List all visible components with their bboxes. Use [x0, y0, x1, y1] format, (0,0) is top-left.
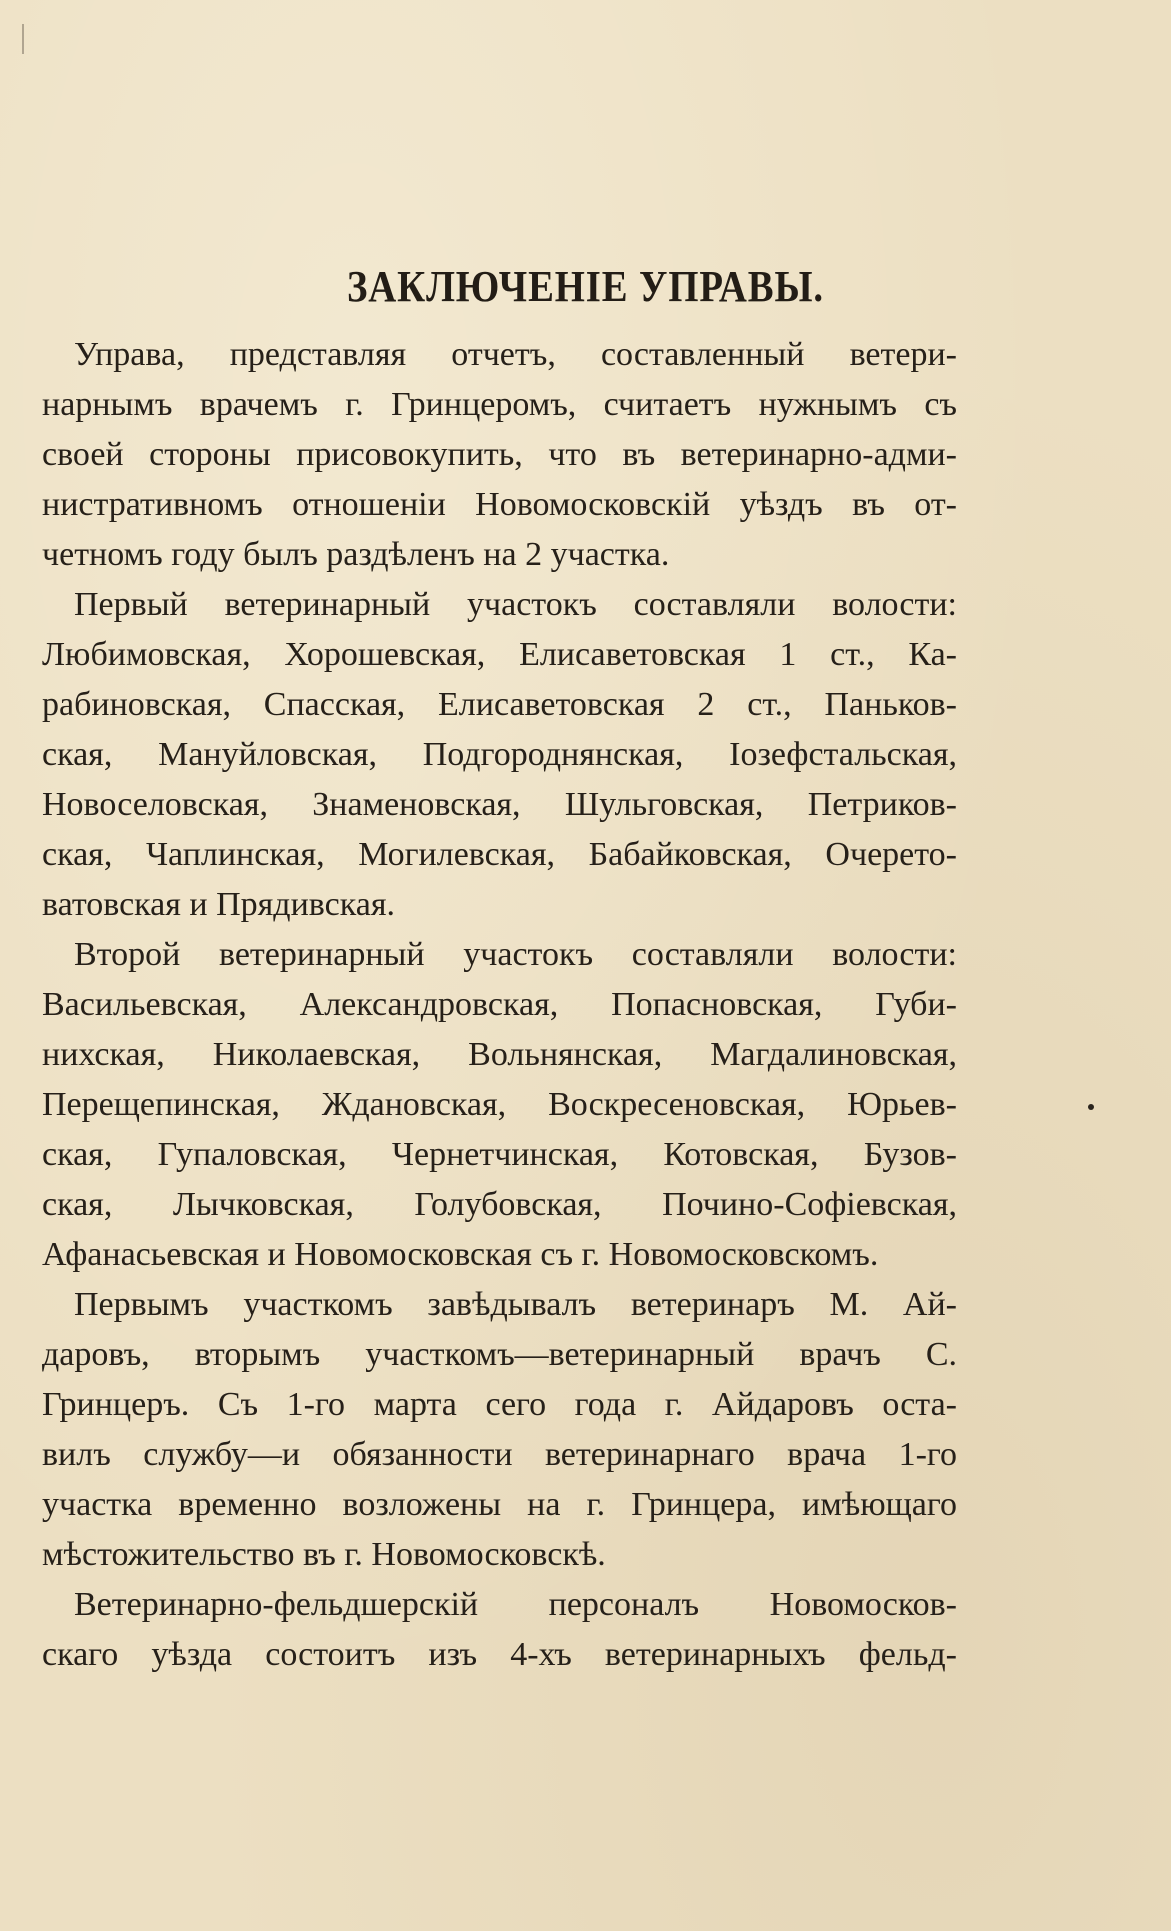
text-line: участка временно возложены на г. Гринцера, имѣющаго	[42, 1486, 957, 1523]
text-line: Перещепинская, Ждановская, Воскресеновская, Юрьев-	[42, 1086, 957, 1123]
text-line: рабиновская, Спасская, Елисаветовская 2 ст., Паньков-	[42, 686, 957, 723]
text-line: ватовская и Прядивская.	[42, 886, 395, 923]
text-line: Васильевская, Александровская, Попасновская, Губи-	[42, 986, 957, 1023]
ink-speck	[1088, 1104, 1094, 1110]
text-line: нистративномъ отношеніи Новомосковскій уѣздъ въ от-	[42, 486, 957, 523]
paragraph	[42, 930, 957, 1280]
text-line: скаго уѣзда состоитъ изъ 4-хъ ветеринарныхъ фельд-	[42, 1636, 957, 1673]
text-line: Новоселовская, Знаменовская, Шульговская, Петриков-	[42, 786, 957, 823]
text-line: ская, Мануйловская, Подгороднянская, Іозефстальская,	[42, 736, 957, 773]
text-line: ская, Гупаловская, Чернетчинская, Котовская, Бузов-	[42, 1136, 957, 1173]
text-line: мѣстожительство въ г. Новомосковскѣ.	[42, 1536, 606, 1573]
paragraph	[42, 1580, 957, 1680]
text-line: Первымъ участкомъ завѣдывалъ ветеринаръ М. Ай-	[74, 1286, 957, 1323]
text-line: Гринцеръ. Съ 1-го марта сего года г. Айдаровъ оста-	[42, 1386, 957, 1423]
text-line: Управа, представляя отчетъ, составленный ветери-	[74, 336, 957, 373]
text-line: нарнымъ врачемъ г. Гринцеромъ, считаетъ нужнымъ съ	[42, 386, 957, 423]
paragraph	[42, 1280, 957, 1580]
paragraph	[42, 580, 957, 930]
text-line: даровъ, вторымъ участкомъ—ветеринарный врачъ С.	[42, 1336, 957, 1373]
page-heading: ЗАКЛЮЧЕНІЕ УПРАВЫ.	[346, 262, 824, 312]
paragraph	[42, 330, 957, 580]
text-line: Любимовская, Хорошевская, Елисаветовская 1 ст., Ка-	[42, 636, 957, 673]
page-edge-mark	[22, 24, 24, 54]
text-line: Ветеринарно-фельдшерскій персоналъ Новомосков-	[74, 1586, 957, 1623]
text-line: Второй ветеринарный участокъ составляли волости:	[74, 936, 957, 973]
text-line: своей стороны присовокупить, что въ ветеринарно-адми-	[42, 436, 957, 473]
text-line: Афанасьевская и Новомосковская съ г. Новомосковскомъ.	[42, 1236, 879, 1273]
text-line: ская, Чаплинская, Могилевская, Бабайковская, Очерето-	[42, 836, 957, 873]
text-line: Первый ветеринарный участокъ составляли волости:	[74, 586, 957, 623]
text-line: ская, Лычковская, Голубовская, Почино-Софіевская,	[42, 1186, 957, 1223]
text-line: нихская, Николаевская, Вольнянская, Магдалиновская,	[42, 1036, 957, 1073]
text-line: четномъ году былъ раздѣленъ на 2 участка.	[42, 536, 670, 573]
text-line: вилъ службу—и обязанности ветеринарнаго врача 1-го	[42, 1436, 957, 1473]
body-text	[42, 330, 957, 1680]
